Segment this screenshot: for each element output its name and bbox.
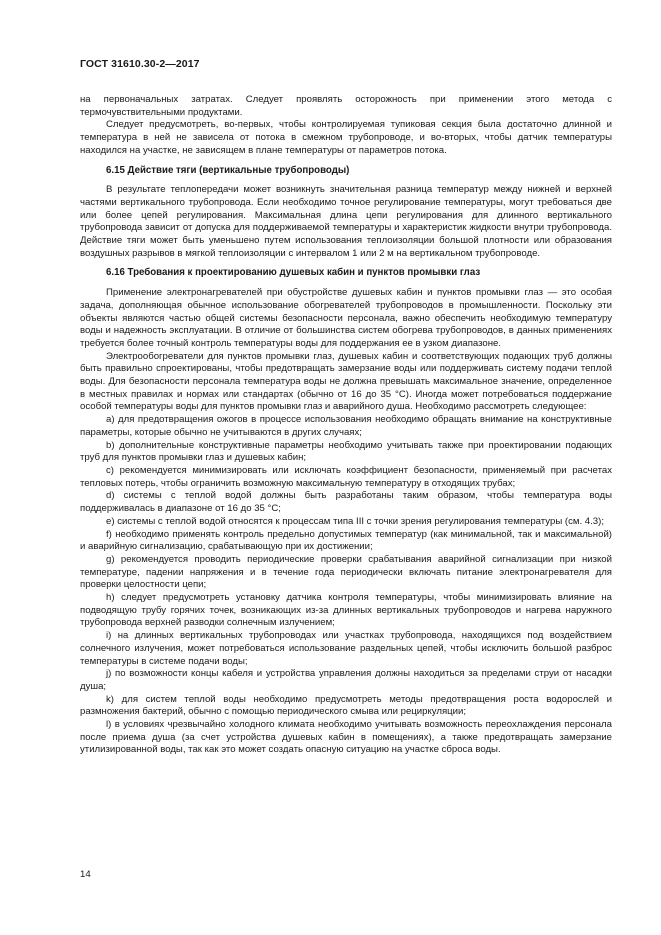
paragraph: k) для систем теплой воды необходимо предусмотреть методы предотвращения роста водорослей и размножения бактерий, обычно с помощью периодического смыва или рециркуляции; bbox=[80, 693, 612, 718]
paragraph: b) дополнительные конструктивные параметры необходимо учитывать также при проектировании подающих труб для пунктов промывки глаз и душевых кабин; bbox=[80, 439, 612, 464]
paragraph: на первоначальных затратах. Следует проявлять осторожность при применении этого метода с термочувствительными продуктами. bbox=[80, 94, 612, 118]
page-number: 14 bbox=[80, 869, 91, 880]
paragraph: g) рекомендуется проводить периодические проверки срабатывания аварийной сигнализации при низкой температуре, падении напряжения и в течение года периодически включать питание электронагревателя для проверки целостности цепи; bbox=[80, 553, 612, 591]
paragraph: j) по возможности концы кабеля и устройства управления должны находиться за пределами струи от насадки душа; bbox=[80, 668, 612, 692]
paragraph: Применение электронагревателей при обустройстве душевых кабин и пунктов промывки глаз — это особая задача, дополняющая обычное использование обогревателей трубопроводов в промышленности. Поскольку эти объекты являются частью общей системы безопасности персонала, важно обеспечить необходимую температуру воды и надежность эксплуатации. В отличие от большинства систем обогрева трубопроводов, в данных применениях требуется более точный контроль температуры воды для поддержания ее в узком диапазоне. bbox=[80, 287, 612, 349]
paragraph: i) на длинных вертикальных трубопроводах или участках трубопровода, находящихся под воздействием солнечного излучения, может потребоваться использование раздельных цепей, чтобы исключить большой разброс температуры в системе подачи воды; bbox=[80, 630, 612, 667]
paragraph: d) системы с теплой водой должны быть разработаны таким образом, чтобы температура воды поддерживалась в диапазоне от 16 до 35 °С; bbox=[80, 490, 612, 515]
paragraph: с) рекомендуется минимизировать или исключать коэффициент безопасности, применяемый при расчетах тепловых потерь, чтобы ограничить возможную максимальную температуру в отходящих трубах; bbox=[80, 464, 612, 489]
paragraph: Следует предусмотреть, во-первых, чтобы контролируемая тупиковая секция была достаточно длинной и температура в ней не зависела от потока в смежном трубопроводе, и во-вторых, чтобы датчик температуры находился на участке, не зависящем в плане температуры от параметров потока. bbox=[80, 119, 612, 156]
document-header: ГОСТ 31610.30-2—2017 bbox=[80, 58, 200, 70]
paragraph: f) необходимо применять контроль предельно допустимых температур (как минимальной, так и максимальной) и аварийную сигнализацию, срабатывающую при их достижении; bbox=[80, 528, 612, 553]
section-heading: 6.16 Требования к проектированию душевых кабин и пунктов промывки глаз bbox=[106, 267, 481, 279]
paragraph: h) следует предусмотреть установку датчика контроля температуры, чтобы минимизировать влияние на подводящую трубу горячих точек, возникающих из-за длинных вертикальных трубопроводов и нагрева наружного трубопровода верхней разводки солнечным излучением; bbox=[80, 592, 612, 629]
section-heading: 6.15 Действие тяги (вертикальные трубопроводы) bbox=[106, 164, 350, 176]
paragraph: е) системы с теплой водой относятся к процессам типа III с точки зрения регулирования температуры (см. 4.3); bbox=[106, 515, 605, 527]
paragraph: а) для предотвращения ожогов в процессе использования необходимо обращать внимание на конструктивные параметры, которые обычно не учитываются в других случаях; bbox=[80, 414, 612, 438]
paragraph: В результате теплопередачи может возникнуть значительная разница температур между нижней и верхней частями вертикального трубопровода. Если необходимо точное регулирование температуры, могут требоваться две или более цепей регулирования. Максимальная длина цепи регулирования для длинного вертикального трубопровода зависит от допуска для поддерживаемой температуры и характеристик жидкости внутри трубопровода. Действие тяги может быть уменьшено путем использования теплоизоляции большой плотности или образования воздушных разрывов в мягкой теплоизоляции с интервалом 1 или 2 м на вертикальном трубопроводе. bbox=[80, 184, 612, 259]
document-body bbox=[80, 94, 612, 757]
paragraph: Электрообогреватели для пунктов промывки глаз, душевых кабин и соответствующих подающих труб должны быть правильно спроектированы, чтобы предотвращать замерзание воды или поддерживать систему подачи теплой воды. Для безопасности персонала температура воды не должна превышать максимальное значение, определенное в местных правилах и нормах или стандартах (обычно от 16 до 35 °С). Иногда может потребоваться поддержание особой температуры воды для пунктов промывки глаз и аварийного душа. Необходимо рассмотреть следующее: bbox=[80, 350, 612, 413]
paragraph: l) в условиях чрезвычайно холодного климата необходимо учитывать возможность переохлаждения персонала после приема душа (за счет устройства душевых кабин в помещениях), а также предотвращать замерзание утилизированной воды, так как это может создать опасную ситуацию на участке сброса воды. bbox=[80, 719, 612, 756]
